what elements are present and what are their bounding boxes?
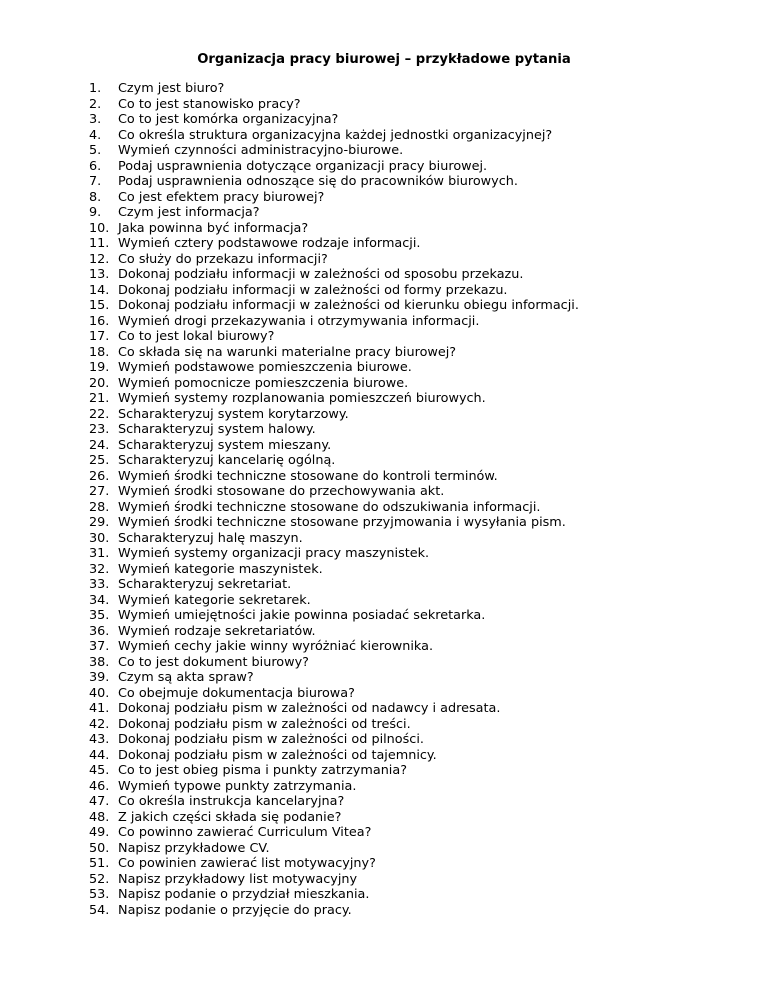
question-number: 10. [89,220,110,236]
question-number: 30. [89,530,110,546]
question-item [89,686,579,702]
question-number: 21. [89,391,110,406]
question-number: 14. [89,282,110,298]
question-item [89,391,579,407]
question-item [89,345,579,361]
question-item [89,546,579,562]
question-number: 31. [89,546,110,561]
question-number: 34. [89,592,110,608]
question-text: Dokonaj podziału pism w zależności od tajemnicy. [118,747,437,763]
question-number: 48. [89,809,110,825]
question-text: Wymień rodzaje sekretariatów. [118,623,316,639]
question-text: Dokonaj podziału informacji w zależności od sposobu przekazu. [118,267,524,282]
question-item [89,97,579,113]
question-text: Scharakteryzuj system korytarzowy. [118,406,349,422]
question-number: 35. [89,608,110,623]
question-number: 54. [89,902,110,918]
question-number: 1. [89,81,102,96]
question-item [89,856,579,872]
question-item [89,407,579,423]
question-number: 32. [89,561,110,577]
question-number: 11. [89,236,110,251]
question-number: 53. [89,887,110,902]
question-item [89,112,579,128]
question-item [89,670,579,686]
question-text: Wymień pomocnicze pomieszczenia biurowe. [118,375,409,391]
question-number: 13. [89,267,110,282]
question-text: Co powinien zawierać list motywacyjny? [118,856,376,871]
question-item [89,422,579,438]
question-number: 43. [89,732,110,747]
question-text: Wymień środki stosowane do przechowywania akt. [118,484,445,499]
question-number: 2. [89,96,102,112]
question-number: 7. [89,174,102,189]
question-text: Wymień cechy jakie winny wyróżniać kierownika. [118,639,434,654]
question-number: 49. [89,825,110,840]
question-item [89,314,579,330]
question-text: Wymień środki techniczne stosowane przyjmowania i wysyłania pism. [118,515,566,530]
question-number: 42. [89,716,110,732]
question-text: Scharakteryzuj sekretariat. [118,577,292,592]
question-number: 9. [89,205,102,220]
question-text: Napisz przykładowy list motywacyjny [118,871,358,887]
question-text: Czym jest biuro? [118,81,225,96]
question-item [89,298,579,314]
question-text: Napisz podanie o przyjęcie do pracy. [118,902,352,918]
question-text: Wymień typowe punkty zatrzymania. [118,778,357,794]
question-item [89,360,579,376]
question-text: Wymień środki techniczne stosowane do kontroli terminów. [118,468,498,484]
question-item [89,639,579,655]
question-item [89,283,579,299]
question-text: Wymień systemy rozplanowania pomieszczeń biurowych. [118,391,486,406]
question-number: 15. [89,298,110,313]
question-item [89,841,579,857]
question-text: Co obejmuje dokumentacja biurowa? [118,685,355,701]
question-number: 23. [89,422,110,437]
question-item [89,655,579,671]
question-item [89,593,579,609]
question-number: 46. [89,778,110,794]
question-text: Wymień cztery podstawowe rodzaje informacji. [118,236,421,251]
question-item [89,329,579,345]
question-item [89,562,579,578]
question-text: Co to jest stanowisko pracy? [118,96,301,112]
question-text: Dokonaj podziału informacji w zależności od formy przekazu. [118,282,508,298]
question-item [89,872,579,888]
question-number: 25. [89,453,110,468]
question-number: 39. [89,670,110,685]
question-item [89,159,579,175]
question-text: Dokonaj podziału pism w zależności od nadawcy i adresata. [118,701,501,716]
question-number: 50. [89,840,110,856]
question-text: Co określa instrukcja kancelaryjna? [118,794,345,809]
question-item [89,81,579,97]
question-item [89,376,579,392]
question-text: Jaka powinna być informacja? [118,220,309,236]
question-number: 44. [89,747,110,763]
question-item [89,205,579,221]
question-number: 37. [89,639,110,654]
question-number: 38. [89,654,110,670]
question-item [89,174,579,190]
question-item [89,190,579,206]
question-item [89,221,579,237]
question-item [89,128,579,144]
question-item [89,577,579,593]
question-text: Co składa się na warunki materialne pracy biurowej? [118,344,457,360]
question-item [89,515,579,531]
question-text: Wymień kategorie maszynistek. [118,561,323,577]
question-number: 41. [89,701,110,716]
question-text: Co to jest obieg pisma i punkty zatrzymania? [118,763,407,778]
question-item [89,438,579,454]
question-item [89,453,579,469]
question-text: Dokonaj podziału informacji w zależności od kierunku obiegu informacji. [118,298,579,313]
question-text: Wymień umiejętności jakie powinna posiadać sekretarka. [118,608,486,623]
question-number: 51. [89,856,110,871]
question-number: 17. [89,329,110,344]
question-text: Wymień środki techniczne stosowane do odszukiwania informacji. [118,499,541,515]
question-item [89,748,579,764]
question-number: 26. [89,468,110,484]
question-text: Scharakteryzuj kancelarię ogólną. [118,453,336,468]
question-item [89,810,579,826]
question-number: 33. [89,577,110,592]
question-text: Co to jest lokal biurowy? [118,329,275,344]
question-text: Podaj usprawnienia dotyczące organizacji pracy biurowej. [118,158,488,174]
question-item [89,794,579,810]
question-number: 18. [89,344,110,360]
question-number: 47. [89,794,110,809]
question-text: Scharakteryzuj halę maszyn. [118,530,303,546]
question-number: 20. [89,375,110,391]
question-list [89,81,579,918]
question-item [89,236,579,252]
document-title: Organizacja pracy biurowej – przykładowe pytania [197,52,571,67]
question-text: Podaj usprawnienia odnoszące się do pracowników biurowych. [118,174,518,189]
question-item [89,143,579,159]
question-item [89,779,579,795]
question-text: Wymień systemy organizacji pracy maszynistek. [118,546,430,561]
question-number: 3. [89,112,102,127]
question-item [89,500,579,516]
question-item [89,717,579,733]
question-text: Dokonaj podziału pism w zależności od pilności. [118,732,424,747]
question-number: 22. [89,406,110,422]
question-number: 24. [89,437,110,453]
question-text: Co służy do przekazu informacji? [118,251,328,267]
question-number: 36. [89,623,110,639]
question-item [89,825,579,841]
question-item [89,267,579,283]
question-number: 52. [89,871,110,887]
question-number: 12. [89,251,110,267]
question-item [89,763,579,779]
question-text: Wymień drogi przekazywania i otrzymywania informacji. [118,313,480,329]
question-text: Czym jest informacja? [118,205,260,220]
question-text: Co jest efektem pracy biurowej? [118,189,325,205]
question-text: Z jakich części składa się podanie? [118,809,342,825]
question-number: 40. [89,685,110,701]
question-number: 5. [89,143,102,158]
question-text: Scharakteryzuj system mieszany. [118,437,332,453]
question-number: 27. [89,484,110,499]
question-text: Co to jest dokument biurowy? [118,654,309,670]
question-number: 28. [89,499,110,515]
question-number: 19. [89,360,110,375]
question-text: Wymień kategorie sekretarek. [118,592,311,608]
question-item [89,732,579,748]
question-number: 16. [89,313,110,329]
question-text: Scharakteryzuj system halowy. [118,422,316,437]
question-text: Co to jest komórka organizacyjna? [118,112,339,127]
question-item [89,887,579,903]
question-number: 6. [89,158,102,174]
question-number: 8. [89,189,102,205]
question-text: Czym są akta spraw? [118,670,254,685]
question-item [89,608,579,624]
question-text: Co określa struktura organizacyjna każdej jednostki organizacyjnej? [118,127,553,143]
question-text: Dokonaj podziału pism w zależności od treści. [118,716,411,732]
question-item [89,484,579,500]
question-text: Wymień podstawowe pomieszczenia biurowe. [118,360,412,375]
question-item [89,624,579,640]
question-item [89,531,579,547]
question-text: Co powinno zawierać Curriculum Vitea? [118,825,372,840]
question-number: 29. [89,515,110,530]
question-text: Wymień czynności administracyjno-biurowe. [118,143,404,158]
question-item [89,252,579,268]
question-number: 4. [89,127,102,143]
question-item [89,469,579,485]
question-number: 45. [89,763,110,778]
question-item [89,701,579,717]
question-item [89,903,579,919]
question-text: Napisz przykładowe CV. [118,840,270,856]
question-text: Napisz podanie o przydział mieszkania. [118,887,370,902]
